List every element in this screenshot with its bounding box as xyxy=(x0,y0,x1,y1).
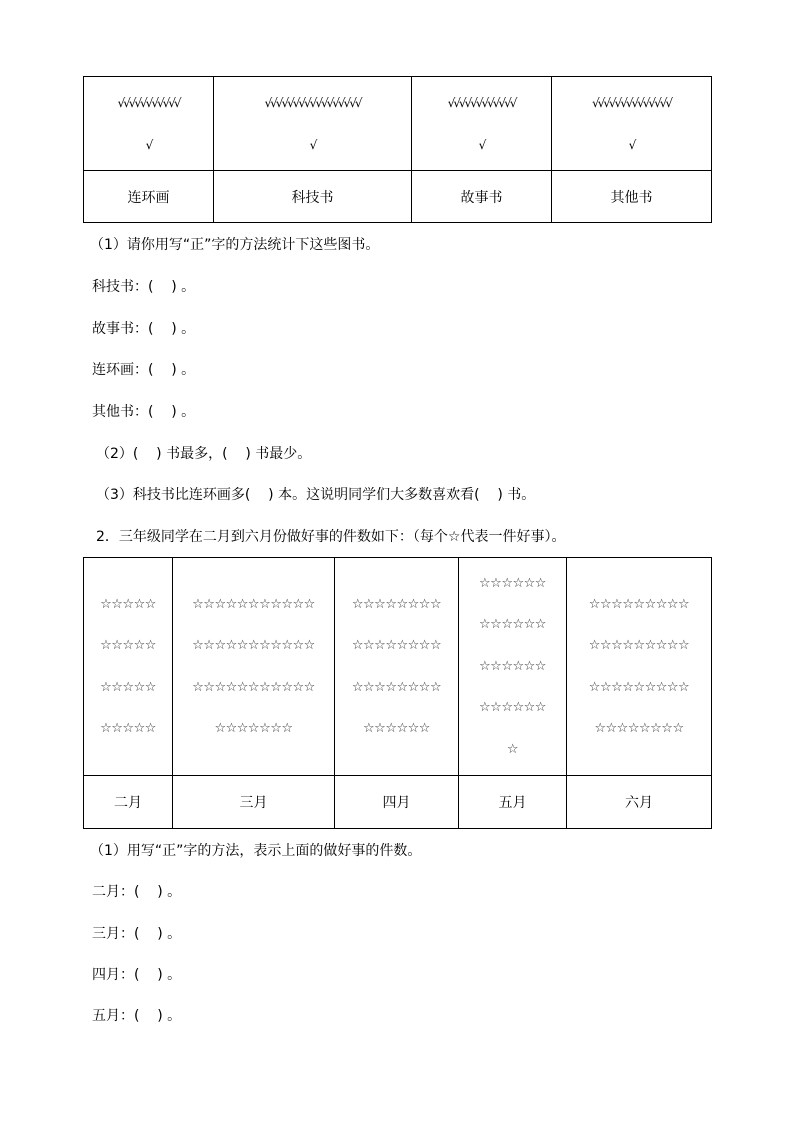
star-row: ☆☆☆☆☆☆ xyxy=(479,575,546,591)
answer-line: 五月：( ) 。 xyxy=(92,1008,182,1024)
star-row: ☆☆☆☆☆☆☆☆☆☆☆ xyxy=(192,679,315,695)
star-row: ☆☆☆☆☆☆☆☆ xyxy=(351,679,442,695)
month-label: 四月 xyxy=(335,776,459,829)
tally-marks: √ xyxy=(145,137,152,152)
category-label: 连环画 xyxy=(84,171,214,223)
answer-line: 四月：( ) 。 xyxy=(92,967,182,983)
stars-row xyxy=(84,558,712,776)
star-row: ☆☆☆☆☆☆☆☆☆ xyxy=(588,638,690,653)
star-row: ☆☆☆☆☆ xyxy=(100,679,156,695)
tally-marks: √ xyxy=(628,137,635,152)
question-1-part-3: （3）科技书比连环画多( ) 本。这说明同学们大多数喜欢看( ) 书。 xyxy=(96,487,536,503)
tally-marks: √√√√√√√√√√√√ xyxy=(447,95,516,110)
month-label: 二月 xyxy=(84,776,173,829)
category-label: 科技书 xyxy=(214,171,412,223)
star-row: ☆☆☆☆☆ xyxy=(100,638,156,653)
good-deeds-table xyxy=(83,557,712,829)
star-row: ☆☆☆☆☆☆☆☆ xyxy=(351,596,442,612)
answer-line: 二月：( ) 。 xyxy=(92,884,182,900)
month-label: 五月 xyxy=(459,776,567,829)
tally-marks: √ xyxy=(478,137,485,152)
star-row: ☆☆☆☆☆☆☆ xyxy=(214,721,293,736)
star-row: ☆☆☆☆☆ xyxy=(100,596,156,612)
star-row: ☆☆☆☆☆☆☆☆☆☆☆ xyxy=(192,638,315,653)
category-label: 其他书 xyxy=(552,171,712,223)
question-2-part-1: （1）用写“正”字的方法，表示上面的做好事的件数。 xyxy=(90,843,422,859)
stars-cell-may xyxy=(459,558,567,776)
question-1-part-1: （1）请你用写“正”字的方法统计下这些图书。 xyxy=(90,237,380,253)
tally-cell-science xyxy=(214,77,412,171)
answer-line: 其他书：( ) 。 xyxy=(92,404,196,420)
question-2-title: 2．三年级同学在二月到六月份做好事的件数如下：（每个☆代表一件好事）。 xyxy=(96,529,566,545)
question-1-part-2: （2）( ) 书最多，( ) 书最少。 xyxy=(96,446,312,462)
star-row: ☆☆☆☆☆ xyxy=(100,721,156,736)
star-row: ☆☆☆☆☆☆ xyxy=(479,617,546,633)
category-row xyxy=(84,171,712,223)
stars-cell-mar xyxy=(173,558,335,776)
month-label: 六月 xyxy=(567,776,712,829)
stars-cell-feb xyxy=(84,558,173,776)
stars-cell-jun xyxy=(567,558,712,776)
tally-marks: √√√√√√√√√√√√√√ xyxy=(591,95,672,110)
tally-marks: √ xyxy=(309,137,316,152)
answer-line: 连环画：( ) 。 xyxy=(92,362,196,378)
tally-row xyxy=(84,77,712,171)
star-row: ☆☆☆☆☆☆☆☆☆ xyxy=(588,679,690,695)
tally-cell-story xyxy=(412,77,552,171)
star-row: ☆☆☆☆☆☆☆☆☆☆☆ xyxy=(192,596,315,612)
star-row: ☆☆☆☆☆☆☆☆ xyxy=(351,638,442,653)
answer-line: 科技书：( ) 。 xyxy=(92,279,196,295)
star-row: ☆☆☆☆☆☆ xyxy=(479,658,546,674)
tally-cell-other xyxy=(552,77,712,171)
stars-cell-apr xyxy=(335,558,459,776)
tally-marks: √√√√√√√√√√√√√√√√√ xyxy=(264,95,361,110)
star-row: ☆ xyxy=(506,741,519,757)
star-row: ☆☆☆☆☆☆ xyxy=(363,721,430,736)
answer-line: 故事书：( ) 。 xyxy=(92,321,196,337)
tally-marks: √√√√√√√√√√√ xyxy=(117,95,180,110)
star-row: ☆☆☆☆☆☆ xyxy=(479,700,546,716)
answer-line: 三月：( ) 。 xyxy=(92,926,182,942)
book-tally-table xyxy=(83,76,712,223)
month-row xyxy=(84,776,712,829)
category-label: 故事书 xyxy=(412,171,552,223)
tally-cell-comics xyxy=(84,77,214,171)
star-row: ☆☆☆☆☆☆☆☆ xyxy=(594,721,684,736)
month-label: 三月 xyxy=(173,776,335,829)
star-row: ☆☆☆☆☆☆☆☆☆ xyxy=(588,596,690,612)
